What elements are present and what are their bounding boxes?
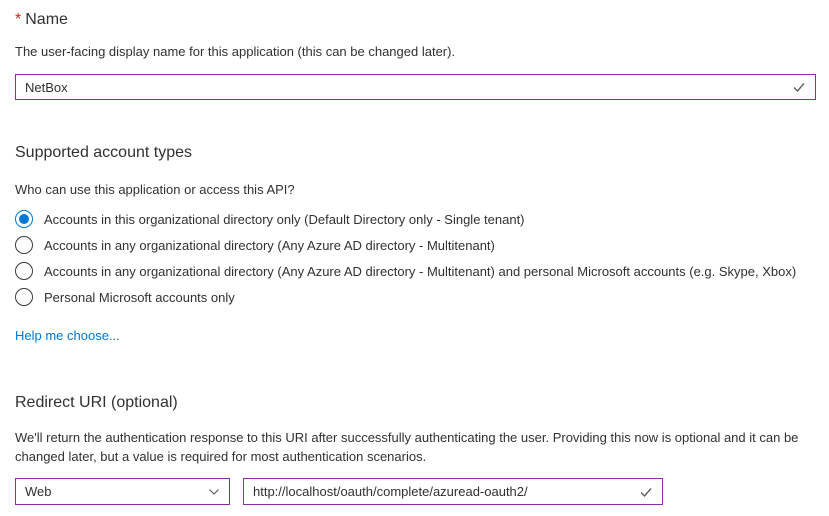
name-input[interactable] bbox=[25, 80, 792, 95]
name-input-wrapper bbox=[15, 74, 816, 100]
redirect-uri-input[interactable] bbox=[253, 484, 639, 499]
radio-button-icon[interactable] bbox=[15, 210, 33, 228]
radio-button-icon[interactable] bbox=[15, 236, 33, 254]
account-types-question: Who can use this application or access this API? bbox=[15, 182, 295, 197]
redirect-uri-section-title: Redirect URI (optional) bbox=[15, 394, 178, 411]
name-title-text: Name bbox=[25, 11, 68, 28]
platform-select[interactable] bbox=[15, 478, 230, 505]
account-types-section-title: Supported account types bbox=[15, 144, 193, 161]
account-types-radio-group bbox=[15, 206, 816, 310]
platform-select-value: Web bbox=[25, 484, 52, 499]
radio-button-icon[interactable] bbox=[15, 288, 33, 306]
radio-option-personal-only[interactable] bbox=[15, 284, 816, 310]
valid-check-icon bbox=[639, 485, 653, 499]
name-description: The user-facing display name for this application (this can be changed later). bbox=[15, 44, 456, 59]
radio-option-multitenant[interactable] bbox=[15, 232, 816, 258]
radio-button-icon[interactable] bbox=[15, 262, 33, 280]
radio-option-label: Accounts in any organizational directory (Any Azure AD directory - Multitenant) and personal Microsoft accounts (e.g. Skype, Xbox) bbox=[44, 263, 797, 279]
chevron-down-icon bbox=[208, 486, 220, 498]
radio-option-label: Accounts in any organizational directory (Any Azure AD directory - Multitenant) bbox=[44, 237, 495, 253]
name-section-title bbox=[15, 10, 816, 30]
redirect-uri-description: We'll return the authentication response to this URI after successfully authenticating the user. Providing this now is optional and it can be changed later, but a value is required for most authentication scenarios. bbox=[15, 430, 799, 464]
redirect-uri-row bbox=[15, 478, 816, 505]
help-me-choose-link[interactable]: Help me choose... bbox=[15, 328, 120, 343]
radio-option-label: Accounts in this organizational directory only (Default Directory only - Single tenant) bbox=[44, 211, 525, 227]
valid-check-icon bbox=[792, 80, 806, 94]
radio-option-single-tenant[interactable] bbox=[15, 206, 816, 232]
redirect-uri-input-wrapper bbox=[243, 478, 663, 505]
radio-option-multitenant-personal[interactable] bbox=[15, 258, 816, 284]
radio-option-label: Personal Microsoft accounts only bbox=[44, 289, 235, 305]
required-asterisk: * bbox=[15, 11, 22, 28]
